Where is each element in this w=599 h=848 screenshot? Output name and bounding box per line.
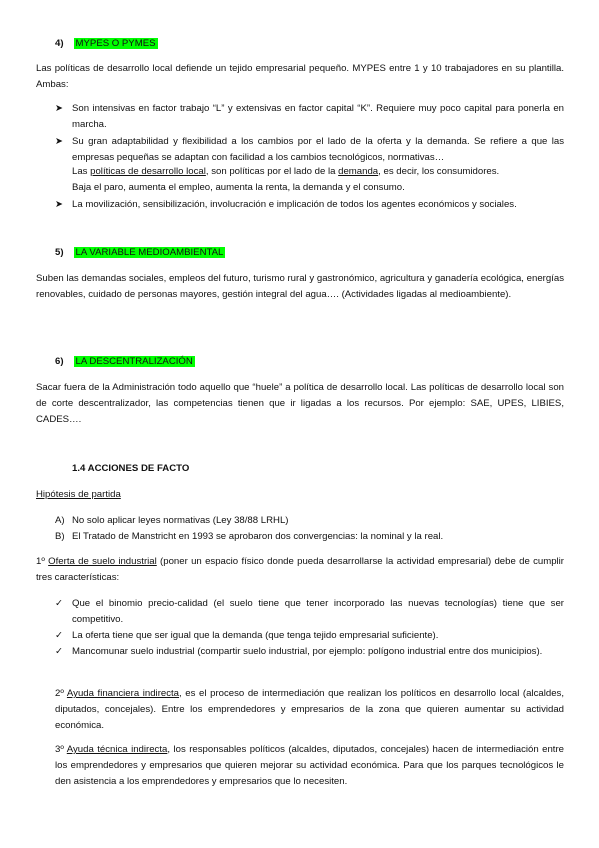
arrowhead-bullet-icon: ➤ bbox=[55, 103, 64, 114]
list-item: Mancomunar suelo industrial (compartir suelo industrial, por ejemplo: polígono industrial entre dos municipios). bbox=[72, 646, 543, 657]
paragraph: 1º Oferta de suelo industrial (poner un espacio físico donde pueda desarrollarse la actividad empresarial) debe de cumplir tres características: bbox=[36, 556, 565, 583]
link-demanda: demanda bbox=[338, 166, 379, 177]
section-6-heading bbox=[55, 356, 195, 367]
list-item: Que el binomio precio-calidad (el suelo tiene que tener incorporado las nuevas tecnologías) tiene que ser competitivo. bbox=[72, 598, 564, 625]
link-oferta: Oferta de suelo industrial bbox=[48, 556, 157, 567]
section-number: 6) bbox=[55, 356, 64, 367]
list-item: El Tratado de Manstricht en 1993 se aprobaron dos convergencias: la nominal y la real. bbox=[72, 531, 444, 542]
paragraph: Las políticas de desarrollo local defiende un tejido empresarial pequeño. MYPES entre 1 y 10 trabajadores en su plantilla. Ambas: bbox=[36, 63, 564, 90]
section-title: MYPES O PYMES bbox=[75, 38, 156, 49]
arrowhead-bullet-icon: ➤ bbox=[55, 136, 64, 147]
hipotesis-heading: Hipótesis de partida bbox=[36, 489, 121, 500]
section-title: LA DESCENTRALIZACIÓN bbox=[75, 356, 193, 367]
paragraph: Sacar fuera de la Administración todo aquello que “huele” a política de desarrollo local. Las políticas de desarrollo local son de corte descentralizador, las competencias tienen que ir ligadas a los recursos. Por ejemplo: SAE, UPES, LIBIES, CADES…. bbox=[36, 382, 564, 425]
link-ayuda-tecnica: Ayuda técnica indirecta bbox=[66, 744, 168, 755]
section-title: LA VARIABLE MEDIOAMBIENTAL bbox=[75, 247, 224, 258]
sub-line: Las políticas de desarrollo local, son políticas por el lado de la demanda, es decir, los consumidores. bbox=[72, 166, 500, 177]
list-item: No solo aplicar leyes normativas (Ley 38/88 LRHL) bbox=[72, 515, 289, 526]
list-marker: A) bbox=[55, 515, 65, 526]
checkmark-bullet-icon: ✓ bbox=[55, 646, 64, 657]
checkmark-bullet-icon: ✓ bbox=[55, 598, 64, 609]
link-politicas: políticas de desarrollo local bbox=[90, 166, 206, 177]
list-item: La oferta tiene que ser igual que la demanda (que tenga tejido empresarial suficiente). bbox=[72, 630, 439, 641]
arrowhead-bullet-icon: ➤ bbox=[55, 199, 64, 210]
link-ayuda-financiera: Ayuda financiera indirecta bbox=[66, 688, 180, 699]
sub-line: Baja el paro, aumenta el empleo, aumenta la renta, la demanda y el consumo. bbox=[72, 182, 405, 193]
section-number: 4) bbox=[55, 38, 64, 49]
list-item: La movilización, sensibilización, involucración e implicación de todos los agentes económicos y sociales. bbox=[72, 199, 517, 210]
checkmark-bullet-icon: ✓ bbox=[55, 630, 64, 641]
paragraph: 3º Ayuda técnica indirecta, los responsables políticos (alcaldes, diputados, concejales) hacen de intermediación entre los emprendedores y empresarios que quieren mejorar su actividad económica. Para que los parques tecnológicos le den asistencia a los emprendedores y empresarios que lo necesiten. bbox=[55, 744, 564, 787]
list-marker: B) bbox=[55, 531, 65, 542]
section-4-heading bbox=[55, 38, 158, 49]
section-number: 5) bbox=[55, 247, 64, 258]
list-item: Son intensivas en factor trabajo “L” y extensivas en factor capital “K”. Requiere muy poco capital para ponerla en marcha. bbox=[72, 103, 564, 130]
paragraph: 2º Ayuda financiera indirecta, es el proceso de intermediación que realizan los políticos en desarrollo local (alcaldes, diputados, concejales). Entre los emprendedores y empresarios de la zona que quieren aumentar su actividad económica. bbox=[55, 688, 564, 731]
page-title: 1.4 ACCIONES DE FACTO bbox=[72, 463, 190, 474]
paragraph: Suben las demandas sociales, empleos del futuro, turismo rural y gastronómico, agricultura y ganadería ecológica, energías renovables, cuidado de personas mayores, gestión integral del agua…. (Actividades ligadas al medioambiente). bbox=[36, 273, 564, 300]
section-5-heading bbox=[55, 247, 225, 258]
list-item: Su gran adaptabilidad y flexibilidad a los cambios por el lado de la oferta y la demanda. Se refiere a que las empresas pequeñas se adaptan con facilidad a los cambios tecnológicos, normativas… bbox=[72, 136, 564, 163]
